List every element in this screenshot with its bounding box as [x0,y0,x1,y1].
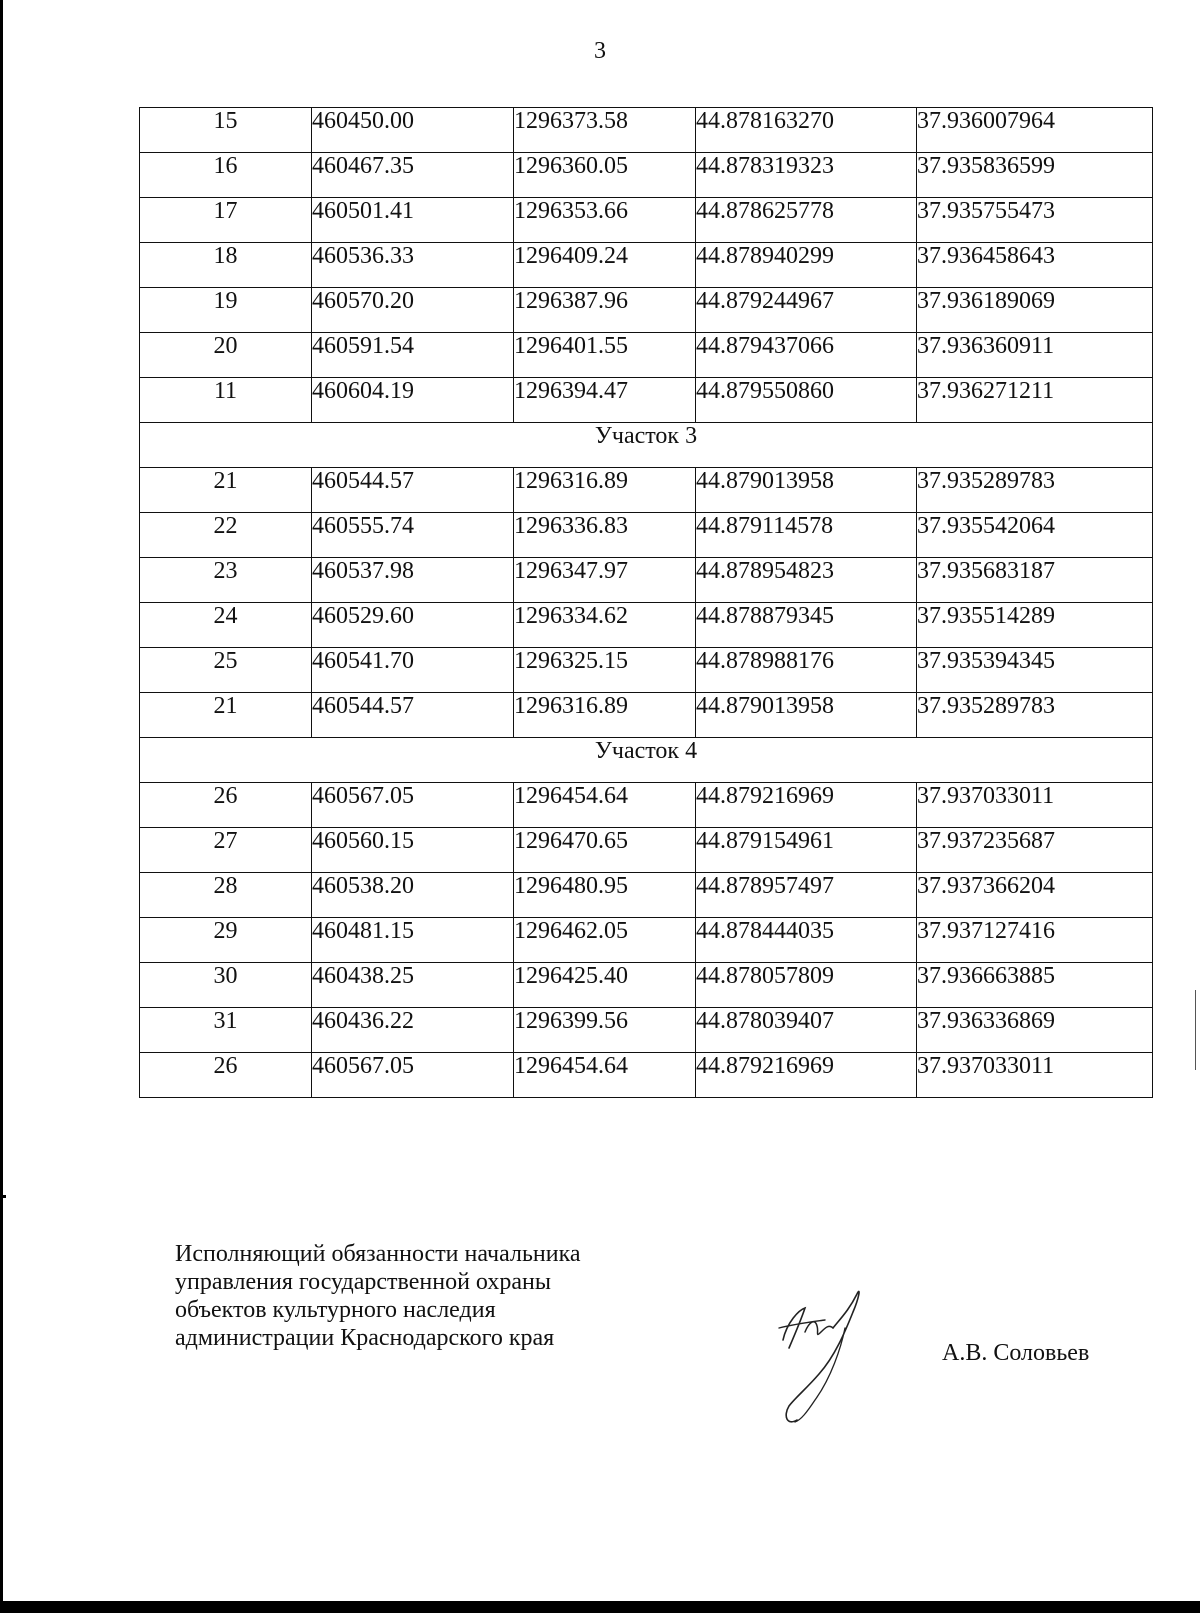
longitude-cell: 37.936458643 [917,243,1153,288]
x-coordinate-cell: 460560.15 [312,828,514,873]
section-label: Участок 3 [140,423,1153,468]
point-number-cell: 17 [140,198,312,243]
x-coordinate-cell: 460544.57 [312,468,514,513]
y-coordinate-cell: 1296470.65 [514,828,696,873]
latitude-cell: 44.879154961 [696,828,917,873]
latitude-cell: 44.879437066 [696,333,917,378]
longitude-cell: 37.935542064 [917,513,1153,558]
latitude-cell: 44.878444035 [696,918,917,963]
x-coordinate-cell: 460537.98 [312,558,514,603]
latitude-cell: 44.878163270 [696,108,917,153]
scan-edge-bottom [0,1601,1200,1613]
latitude-cell: 44.878057809 [696,963,917,1008]
table-row [140,288,1153,333]
x-coordinate-cell: 460538.20 [312,873,514,918]
longitude-cell: 37.936189069 [917,288,1153,333]
y-coordinate-cell: 1296409.24 [514,243,696,288]
longitude-cell: 37.937127416 [917,918,1153,963]
y-coordinate-cell: 1296401.55 [514,333,696,378]
point-number-cell: 26 [140,1053,312,1098]
latitude-cell: 44.879013958 [696,468,917,513]
y-coordinate-cell: 1296360.05 [514,153,696,198]
y-coordinate-cell: 1296325.15 [514,648,696,693]
coordinates-table-body [140,108,1153,1098]
point-number-cell: 24 [140,603,312,648]
longitude-cell: 37.935755473 [917,198,1153,243]
latitude-cell: 44.879244967 [696,288,917,333]
latitude-cell: 44.878319323 [696,153,917,198]
longitude-cell: 37.936007964 [917,108,1153,153]
table-row [140,468,1153,513]
table-row [140,378,1153,423]
table-row [140,918,1153,963]
table-row [140,873,1153,918]
latitude-cell: 44.878988176 [696,648,917,693]
point-number-cell: 29 [140,918,312,963]
point-number-cell: 31 [140,1008,312,1053]
x-coordinate-cell: 460604.19 [312,378,514,423]
y-coordinate-cell: 1296334.62 [514,603,696,648]
table-row [140,648,1153,693]
y-coordinate-cell: 1296399.56 [514,1008,696,1053]
section-label: Участок 4 [140,738,1153,783]
point-number-cell: 25 [140,648,312,693]
y-coordinate-cell: 1296316.89 [514,693,696,738]
scan-edge-mark-right [1195,990,1200,1070]
latitude-cell: 44.879216969 [696,783,917,828]
x-coordinate-cell: 460436.22 [312,1008,514,1053]
position-line: администрации Краснодарского края [175,1325,555,1351]
table-row [140,153,1153,198]
table-row [140,828,1153,873]
x-coordinate-cell: 460541.70 [312,648,514,693]
longitude-cell: 37.936360911 [917,333,1153,378]
longitude-cell: 37.935289783 [917,693,1153,738]
y-coordinate-cell: 1296462.05 [514,918,696,963]
y-coordinate-cell: 1296454.64 [514,783,696,828]
table-row [140,693,1153,738]
x-coordinate-cell: 460450.00 [312,108,514,153]
latitude-cell: 44.878625778 [696,198,917,243]
y-coordinate-cell: 1296353.66 [514,198,696,243]
longitude-cell: 37.937033011 [917,783,1153,828]
position-line: управления государственной охраны [175,1269,551,1295]
y-coordinate-cell: 1296480.95 [514,873,696,918]
point-number-cell: 19 [140,288,312,333]
table-row [140,603,1153,648]
x-coordinate-cell: 460591.54 [312,333,514,378]
y-coordinate-cell: 1296425.40 [514,963,696,1008]
table-row [140,513,1153,558]
y-coordinate-cell: 1296336.83 [514,513,696,558]
point-number-cell: 21 [140,693,312,738]
x-coordinate-cell: 460438.25 [312,963,514,1008]
latitude-cell: 44.879216969 [696,1053,917,1098]
point-number-cell: 30 [140,963,312,1008]
latitude-cell: 44.878940299 [696,243,917,288]
longitude-cell: 37.936271211 [917,378,1153,423]
longitude-cell: 37.937366204 [917,873,1153,918]
y-coordinate-cell: 1296316.89 [514,468,696,513]
y-coordinate-cell: 1296347.97 [514,558,696,603]
longitude-cell: 37.937235687 [917,828,1153,873]
point-number-cell: 22 [140,513,312,558]
longitude-cell: 37.935514289 [917,603,1153,648]
latitude-cell: 44.879114578 [696,513,917,558]
table-row [140,963,1153,1008]
table-row [140,198,1153,243]
x-coordinate-cell: 460555.74 [312,513,514,558]
coordinates-table [139,107,1153,1098]
point-number-cell: 20 [140,333,312,378]
table-row [140,243,1153,288]
point-number-cell: 11 [140,378,312,423]
page-number: 3 [594,38,606,64]
latitude-cell: 44.878957497 [696,873,917,918]
x-coordinate-cell: 460570.20 [312,288,514,333]
position-line: объектов культурного наследия [175,1297,496,1323]
latitude-cell: 44.879013958 [696,693,917,738]
latitude-cell: 44.879550860 [696,378,917,423]
x-coordinate-cell: 460467.35 [312,153,514,198]
point-number-cell: 26 [140,783,312,828]
y-coordinate-cell: 1296454.64 [514,1053,696,1098]
table-row [140,558,1153,603]
latitude-cell: 44.878039407 [696,1008,917,1053]
point-number-cell: 28 [140,873,312,918]
x-coordinate-cell: 460481.15 [312,918,514,963]
point-number-cell: 23 [140,558,312,603]
table-row [140,783,1153,828]
point-number-cell: 18 [140,243,312,288]
point-number-cell: 15 [140,108,312,153]
scan-edge-left [0,0,3,1613]
longitude-cell: 37.935394345 [917,648,1153,693]
point-number-cell: 21 [140,468,312,513]
x-coordinate-cell: 460529.60 [312,603,514,648]
point-number-cell: 27 [140,828,312,873]
longitude-cell: 37.937033011 [917,1053,1153,1098]
x-coordinate-cell: 460544.57 [312,693,514,738]
point-number-cell: 16 [140,153,312,198]
x-coordinate-cell: 460567.05 [312,1053,514,1098]
table-row [140,333,1153,378]
table-row [140,1053,1153,1098]
x-coordinate-cell: 460567.05 [312,783,514,828]
table-row [140,1008,1153,1053]
table-row [140,108,1153,153]
longitude-cell: 37.936336869 [917,1008,1153,1053]
section-header-row [140,423,1153,468]
x-coordinate-cell: 460501.41 [312,198,514,243]
latitude-cell: 44.878879345 [696,603,917,648]
signatory-position [175,1240,581,1352]
signer-name: А.В. Соловьев [942,1340,1090,1366]
handwritten-signature [775,1288,915,1438]
y-coordinate-cell: 1296373.58 [514,108,696,153]
scan-edge-mark [0,1195,6,1198]
y-coordinate-cell: 1296387.96 [514,288,696,333]
section-header-row [140,738,1153,783]
position-line: Исполняющий обязанности начальника [175,1241,581,1267]
longitude-cell: 37.935836599 [917,153,1153,198]
longitude-cell: 37.935683187 [917,558,1153,603]
longitude-cell: 37.936663885 [917,963,1153,1008]
x-coordinate-cell: 460536.33 [312,243,514,288]
longitude-cell: 37.935289783 [917,468,1153,513]
latitude-cell: 44.878954823 [696,558,917,603]
y-coordinate-cell: 1296394.47 [514,378,696,423]
